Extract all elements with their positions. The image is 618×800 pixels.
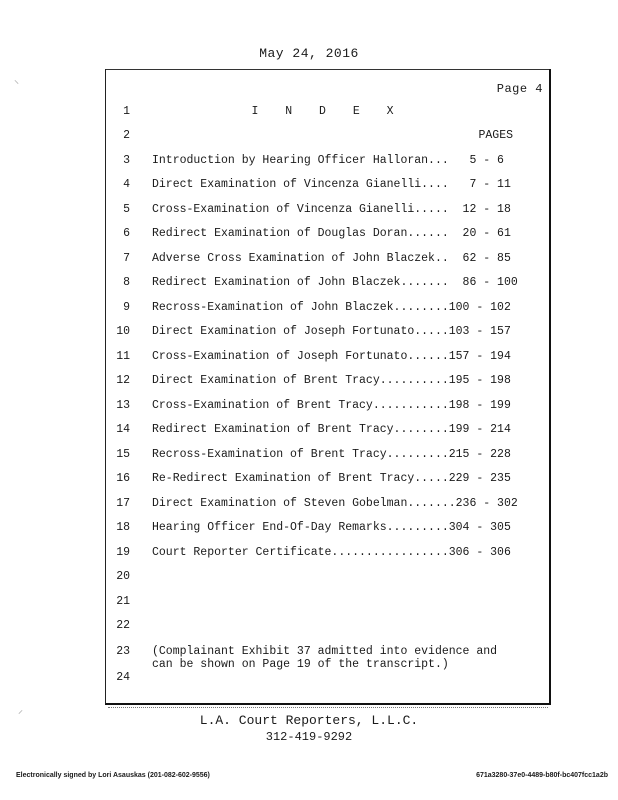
line-number: 14 [116, 423, 130, 436]
line-number: 15 [116, 448, 130, 461]
line-number: 7 [123, 252, 130, 265]
line-number: 16 [116, 472, 130, 485]
index-entry [106, 301, 549, 325]
index-entry-text: Recross-Examination of Brent Tracy.........215 - 228 [152, 448, 511, 461]
line-number: 6 [123, 227, 130, 240]
transcript-line [106, 595, 549, 619]
line-number: 12 [116, 374, 130, 387]
index-entry-text: Introduction by Hearing Officer Halloran... 5 - 6 [152, 154, 504, 167]
line-number: 23 [116, 645, 130, 658]
line-number: 20 [116, 570, 130, 583]
line-number: 19 [116, 546, 130, 559]
index-entry-text: Adverse Cross Examination of John Blaczek.. 62 - 85 [152, 252, 511, 265]
exhibit-note-text: (Complainant Exhibit 37 admitted into evidence and [152, 645, 498, 658]
page-number: Page 4 [496, 82, 543, 96]
index-title: I N D E X [251, 105, 404, 118]
transcript-line [106, 671, 549, 695]
index-entry-text: Direct Examination of Steven Gobelman.......236 - 302 [152, 497, 518, 510]
index-entry-text: Redirect Examination of Brent Tracy........199 - 214 [152, 423, 511, 436]
index-entry [106, 472, 549, 496]
line-number: 1 [123, 105, 130, 118]
index-entry-text: Recross-Examination of John Blaczek........100 - 102 [152, 301, 511, 314]
index-entry-text: Direct Examination of Brent Tracy..........195 - 198 [152, 374, 511, 387]
line-number: 18 [116, 521, 130, 534]
index-entry [106, 448, 549, 472]
footer-phone: 312-419-9292 [265, 730, 353, 744]
transcript-line [106, 105, 549, 129]
electronic-signature: Electronically signed by Lori Asauskas (201-082-602-9556) [16, 772, 210, 779]
index-entry-text: Court Reporter Certificate.................306 - 306 [152, 546, 511, 559]
index-entry-text: Hearing Officer End-Of-Day Remarks.........304 - 305 [152, 521, 511, 534]
exhibit-note-text: can be shown on Page 19 of the transcript.) [152, 658, 449, 671]
transcript-line [106, 129, 549, 153]
index-entry [106, 423, 549, 447]
line-number: 11 [116, 350, 130, 363]
index-entry-text: Direct Examination of Joseph Fortunato.....103 - 157 [152, 325, 511, 338]
index-entry [106, 325, 549, 349]
scan-mark-top: ⸜ [14, 75, 19, 86]
index-entry [106, 276, 549, 300]
index-entry [106, 399, 549, 423]
transcript-line [106, 570, 549, 594]
index-entry-text: Cross-Examination of Joseph Fortunato......157 - 194 [152, 350, 511, 363]
line-number: 21 [116, 595, 130, 608]
line-number: 4 [123, 178, 130, 191]
pages-column-header: PAGES [478, 129, 513, 142]
transcript-line [106, 619, 549, 643]
index-entry [106, 521, 549, 545]
index-entry-text: Direct Examination of Vincenza Gianelli.... 7 - 11 [152, 178, 511, 191]
line-number: 3 [123, 154, 130, 167]
index-entry [106, 154, 549, 178]
line-number: 22 [116, 619, 130, 632]
line-number: 5 [123, 203, 130, 216]
index-entry-text: Redirect Examination of John Blaczek....... 86 - 100 [152, 276, 518, 289]
scan-mark-bottom: ⸝ [18, 705, 23, 716]
index-entry [106, 227, 549, 251]
line-number: 24 [116, 671, 130, 684]
index-entry-text: Re-Redirect Examination of Brent Tracy.....229 - 235 [152, 472, 511, 485]
line-number: 2 [123, 129, 130, 142]
header-date: May 24, 2016 [259, 46, 359, 61]
line-number: 8 [123, 276, 130, 289]
index-entry-text: Cross-Examination of Brent Tracy...........198 - 199 [152, 399, 511, 412]
line-number: 13 [116, 399, 130, 412]
line-number: 9 [123, 301, 130, 314]
page-box-top-border [106, 69, 549, 70]
index-entry-text: Redirect Examination of Douglas Doran...... 20 - 61 [152, 227, 511, 240]
document-hash: 671a3280-37e0-4489-b80f-bc407fcc1a2b [476, 772, 608, 779]
index-entry [106, 350, 549, 374]
line-number: 17 [116, 497, 130, 510]
line-number: 10 [116, 325, 130, 338]
index-entry [106, 178, 549, 202]
scan-dotted-line [108, 707, 548, 708]
index-entry [106, 252, 549, 276]
footer-company: L.A. Court Reporters, L.L.C. [199, 713, 419, 728]
index-entry [106, 497, 549, 521]
index-entry [106, 546, 549, 570]
index-entry [106, 203, 549, 227]
transcript-page-box [105, 69, 551, 705]
index-entry [106, 374, 549, 398]
index-entry-text: Cross-Examination of Vincenza Gianelli..... 12 - 18 [152, 203, 511, 216]
